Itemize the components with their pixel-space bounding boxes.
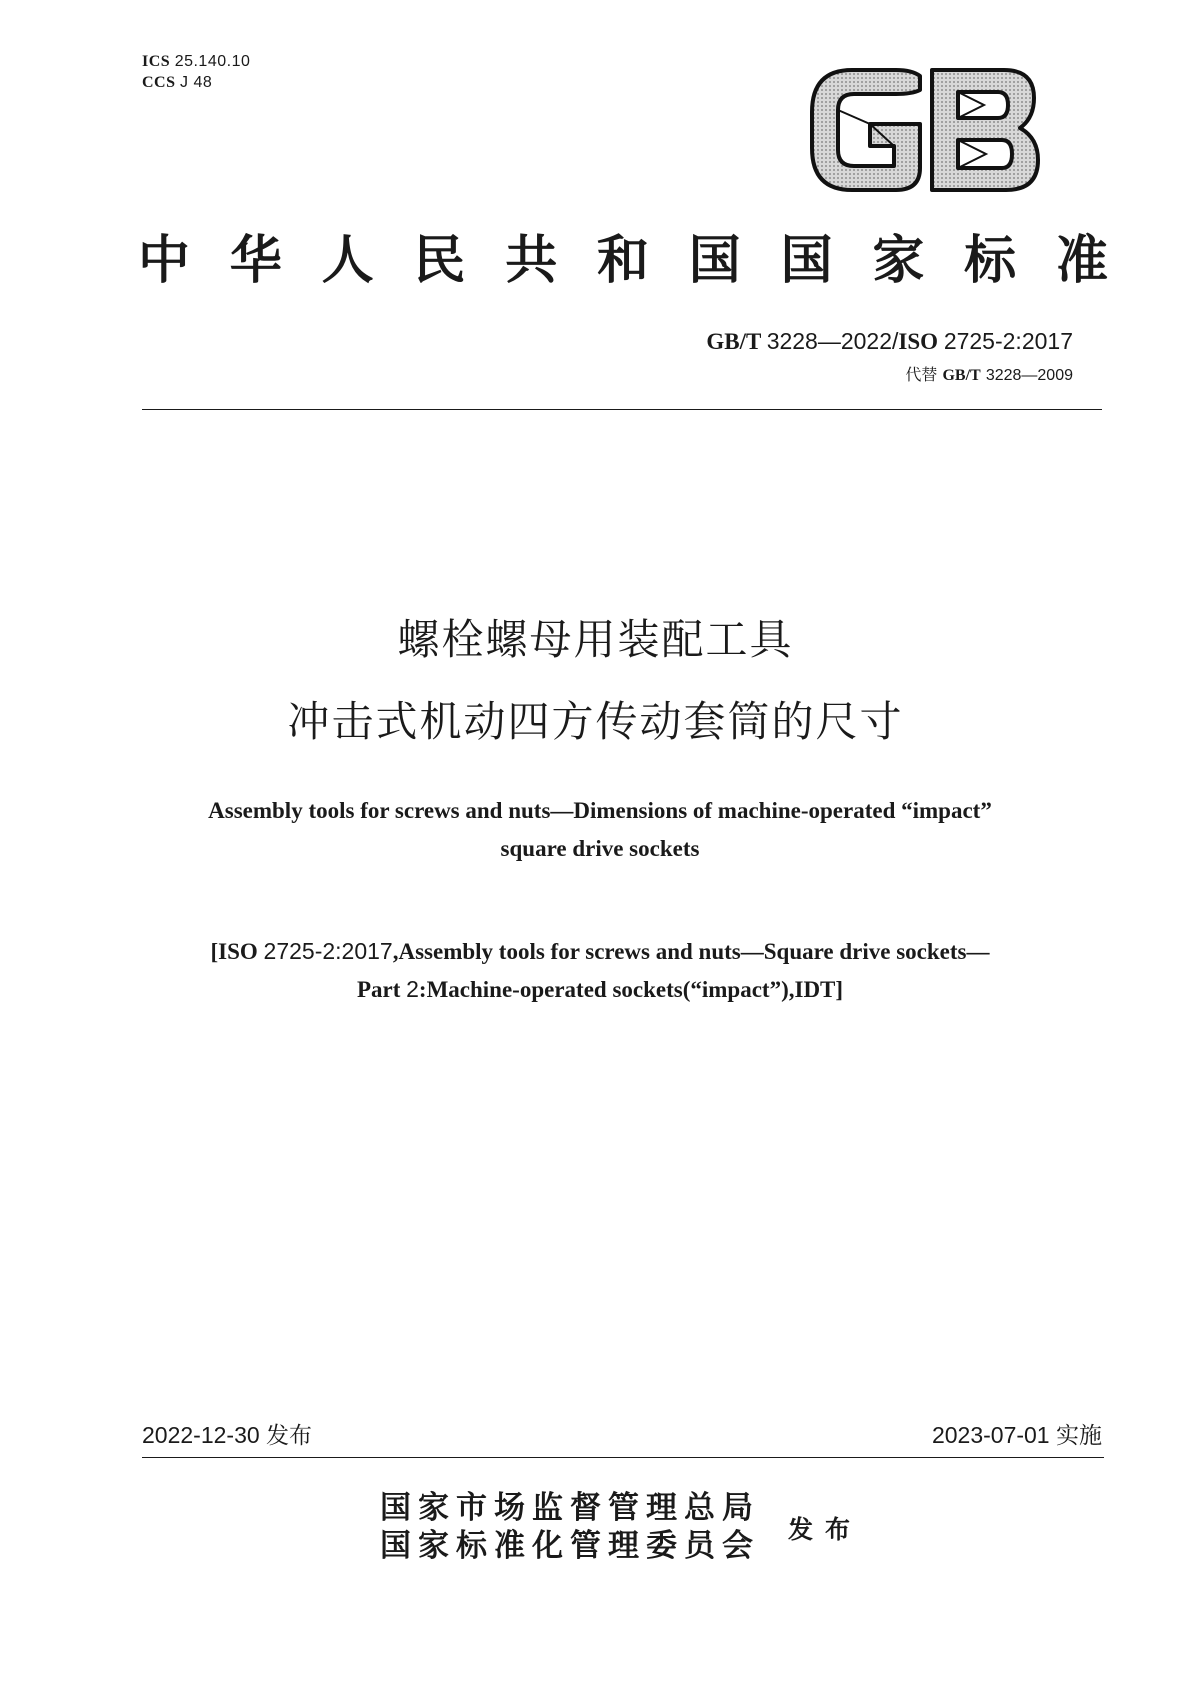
ics-label: ICS (142, 53, 171, 70)
issuer-sac: 国家标准化管理委员会 (380, 1528, 760, 1564)
footer-divider (142, 1457, 1104, 1458)
national-standard-heading (138, 226, 1108, 296)
heading-char: 国 (688, 230, 741, 291)
issuer-samr: 国家市场监督管理总局 (380, 1490, 760, 1526)
heading-char: 国 (780, 230, 833, 291)
heading-char: 共 (505, 230, 558, 291)
iso-ref-part-title: :Machine-operated sockets(“impact”),IDT] (418, 977, 844, 1002)
heading-char: 华 (229, 230, 282, 291)
replaces-note (905, 364, 1073, 387)
std-prefix: GB/T (706, 329, 761, 354)
implement-date (932, 1420, 1102, 1451)
ccs-code (142, 73, 212, 93)
replaces-prefix: GB/T (942, 367, 981, 384)
title-cn-line1: 螺栓螺母用装配工具 (397, 615, 794, 664)
title-en-line1: Assembly tools for screws and nuts—Dimensions of machine-operated “impact” (208, 798, 992, 823)
std-number: 3228—2022/ (766, 328, 899, 354)
heading-char: 人 (321, 230, 374, 291)
publish-label: 发布 (788, 1515, 863, 1544)
ccs-label: CCS (142, 74, 176, 91)
iso-prefix: ISO (898, 329, 939, 354)
issue-date-label: 发布 (266, 1423, 313, 1449)
heading-char: 民 (413, 230, 466, 291)
ccs-value: J 48 (180, 74, 213, 91)
replaces-label: 代替 (905, 365, 938, 384)
header-divider (142, 409, 1102, 410)
gb-logo (808, 68, 1040, 192)
heading-char: 中 (138, 230, 191, 291)
iso-ref-open: [ISO (210, 939, 264, 964)
heading-char: 和 (596, 230, 649, 291)
issue-date (142, 1420, 312, 1451)
standard-number (706, 326, 1073, 357)
heading-char: 家 (872, 230, 925, 291)
issue-date-value: 2022-12-30 (142, 1422, 260, 1448)
implement-date-value: 2023-07-01 (931, 1422, 1050, 1448)
heading-char: 标 (964, 230, 1017, 291)
title-cn-line2: 冲击式机动四方传动套筒的尺寸 (287, 697, 904, 746)
iso-ref-part-label: Part (356, 977, 407, 1002)
iso-reference-line1 (100, 932, 1100, 971)
heading-char: 准 (1055, 230, 1108, 291)
iso-number: 2725-2:2017 (943, 328, 1073, 354)
iso-ref-number: 2725-2:2017 (263, 938, 393, 964)
iso-reference-line2 (100, 970, 1100, 1009)
ics-value: 25.140.10 (174, 53, 251, 70)
implement-date-label: 实施 (1056, 1423, 1102, 1449)
replaces-number: 3228—2009 (985, 367, 1073, 384)
title-en-line2: square drive sockets (500, 836, 700, 861)
iso-ref-title: ,Assembly tools for screws and nuts—Square drive sockets— (392, 939, 990, 964)
ics-code (142, 52, 250, 72)
iso-ref-part-number: 2 (406, 976, 419, 1002)
